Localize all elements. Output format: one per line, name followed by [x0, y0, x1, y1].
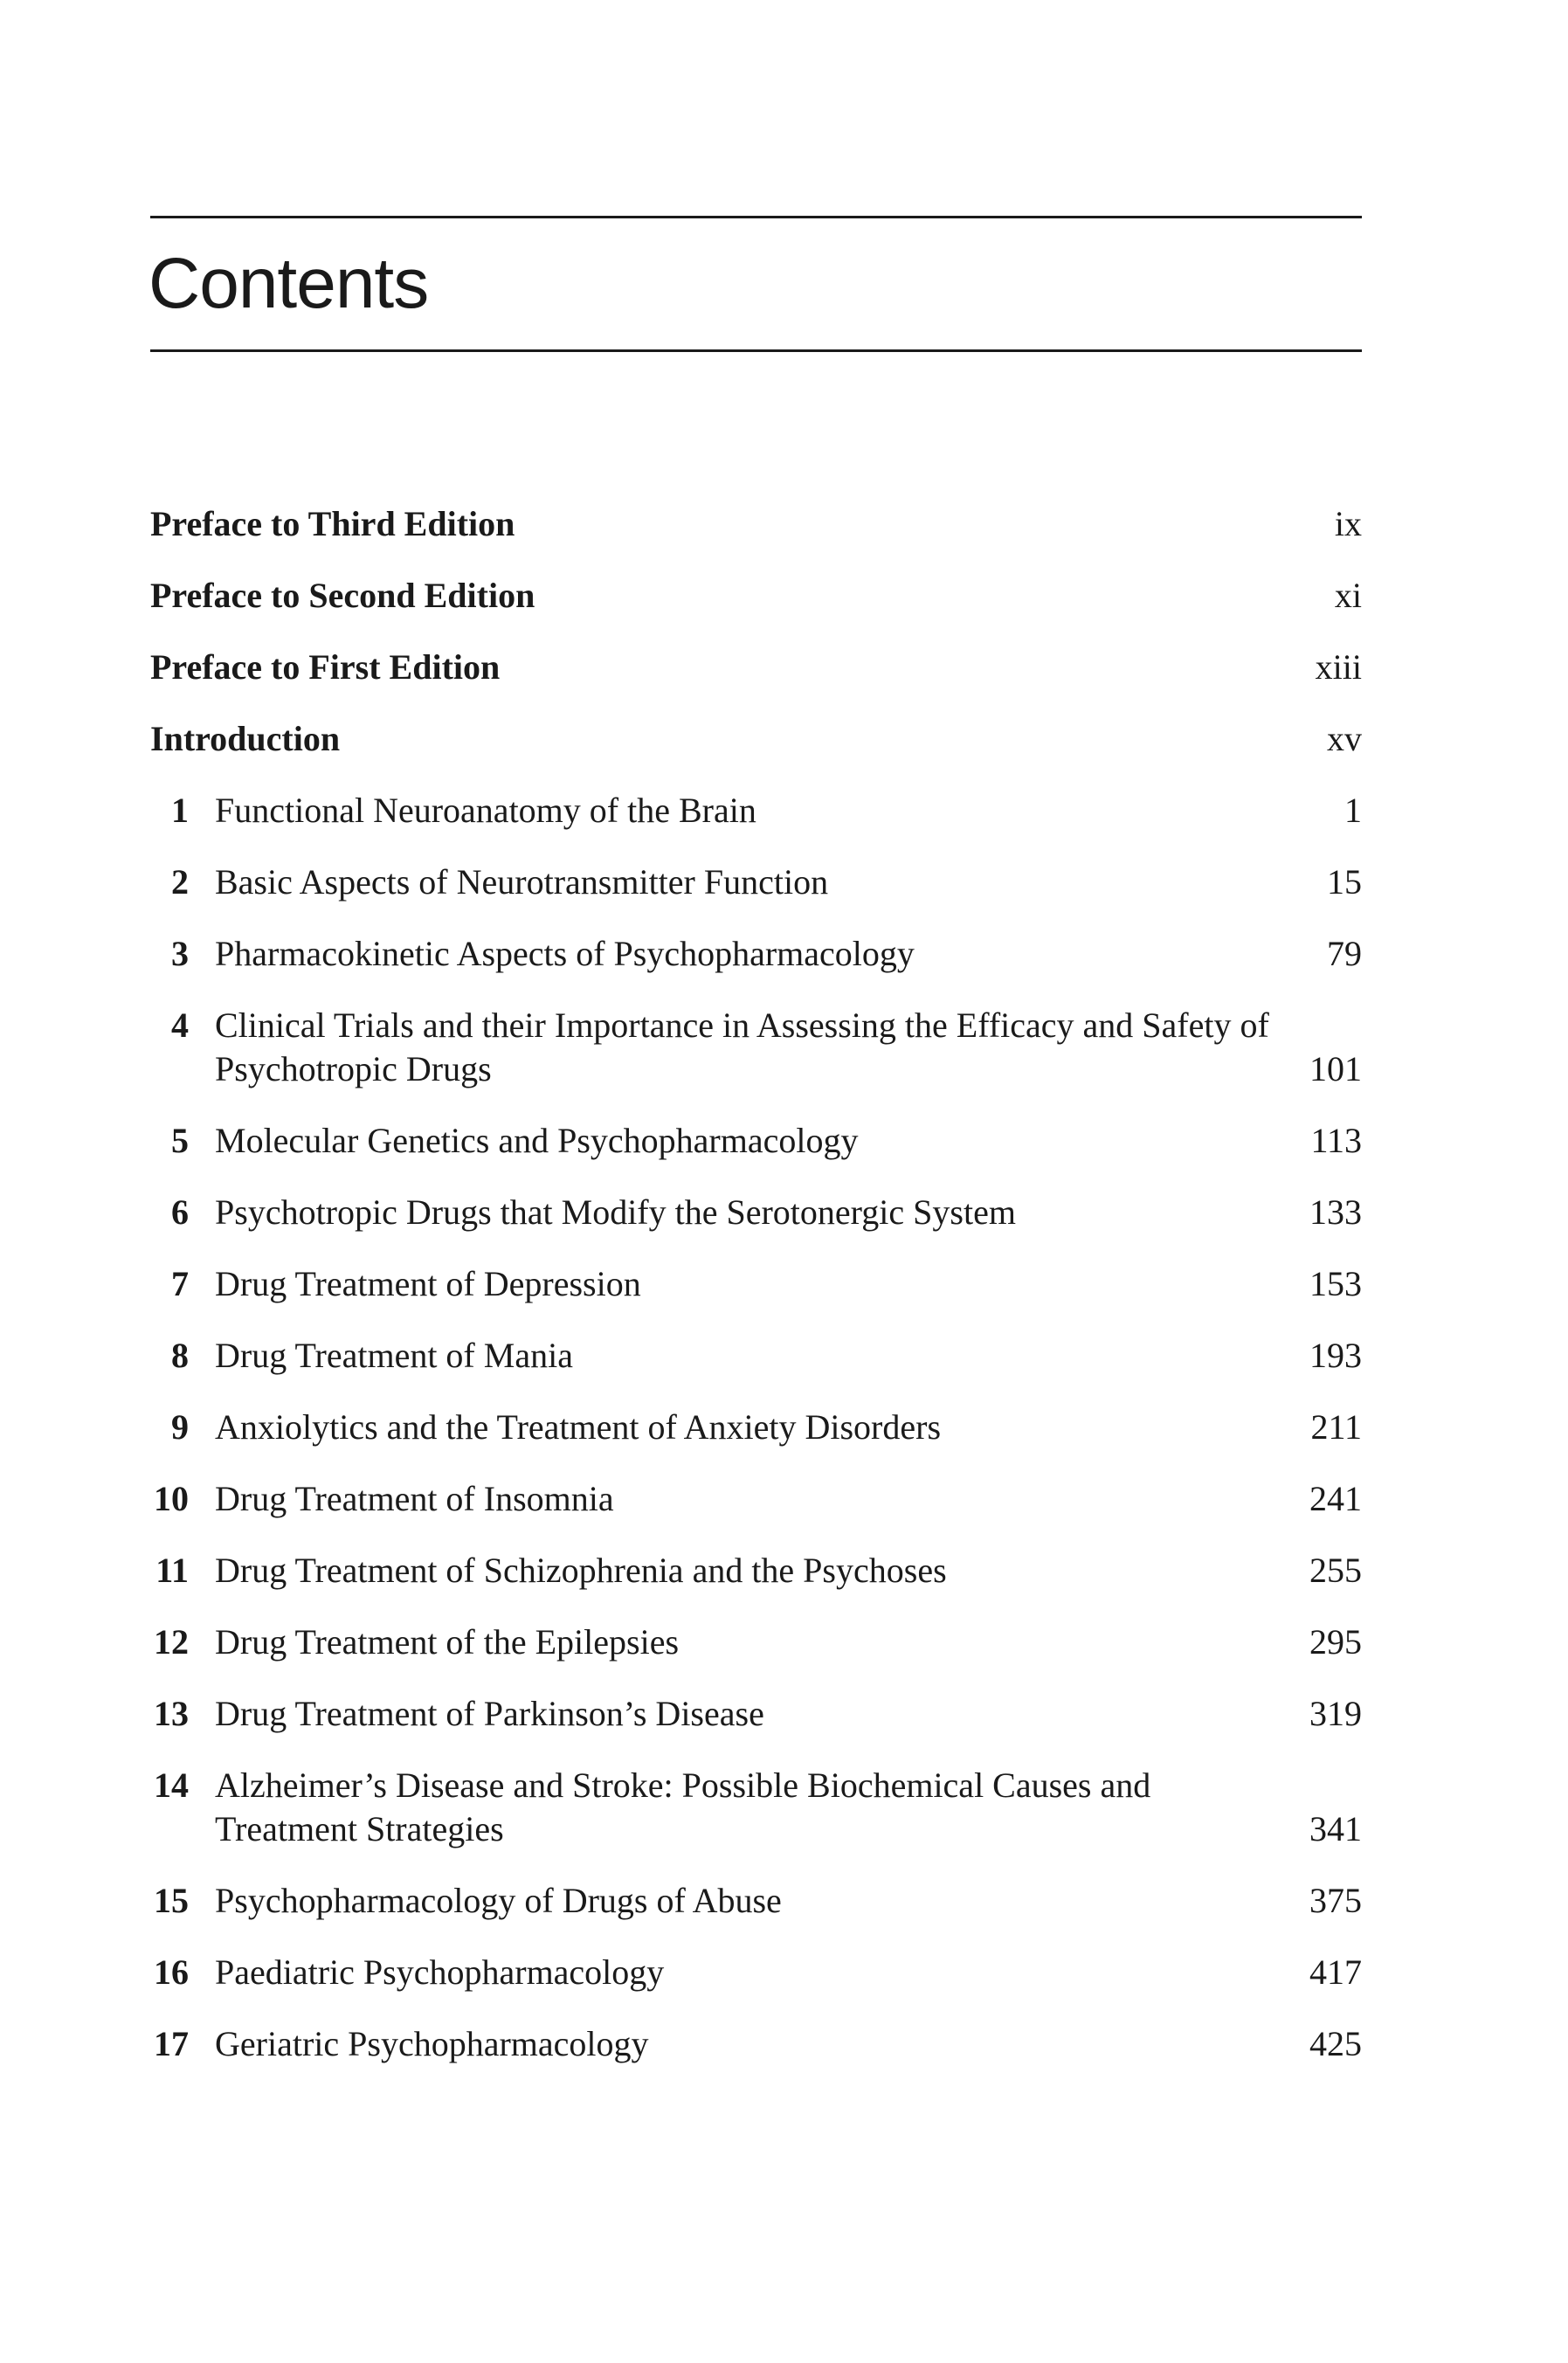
- table-of-contents: [150, 502, 1362, 2094]
- chapter-number: 7: [171, 1264, 189, 1303]
- toc-page-number: 375: [1309, 1881, 1362, 1920]
- toc-page-number: 255: [1309, 1551, 1362, 1590]
- toc-entry-chapter[interactable]: [150, 860, 1362, 904]
- toc-page-number: 1: [1344, 791, 1362, 830]
- top-rule: [150, 216, 1362, 218]
- bottom-rule: [150, 349, 1362, 352]
- toc-entry-title[interactable]: Alzheimer’s Disease and Stroke: Possible Biochemical Causes and Treatment Strategies: [215, 1765, 1151, 1848]
- toc-page-number: 15: [1327, 862, 1362, 902]
- toc-entry-title[interactable]: Psychotropic Drugs that Modify the Serotonergic System: [215, 1192, 1016, 1232]
- toc-entry-chapter[interactable]: [150, 2022, 1362, 2066]
- chapter-number: 2: [171, 862, 189, 902]
- toc-page-number: 193: [1309, 1336, 1362, 1375]
- toc-entry-title[interactable]: Introduction: [150, 719, 341, 758]
- toc-entry-title[interactable]: Psychopharmacology of Drugs of Abuse: [215, 1881, 782, 1920]
- chapter-number: 12: [154, 1622, 189, 1662]
- toc-page-number: ix: [1334, 504, 1362, 543]
- toc-entry-title[interactable]: Drug Treatment of Schizophrenia and the Psychoses: [215, 1551, 947, 1590]
- toc-page-number: 133: [1309, 1192, 1362, 1232]
- chapter-number: 10: [154, 1479, 189, 1518]
- toc-page-number: 153: [1309, 1264, 1362, 1303]
- toc-entry-chapter[interactable]: [150, 1477, 1362, 1521]
- toc-entry-chapter[interactable]: [150, 1334, 1362, 1378]
- toc-entry-chapter[interactable]: [150, 1764, 1362, 1851]
- toc-entry-title[interactable]: Drug Treatment of Parkinson’s Disease: [215, 1694, 764, 1733]
- toc-page-number: 341: [1309, 1809, 1362, 1848]
- chapter-number: 1: [171, 791, 189, 830]
- toc-page-number: 101: [1309, 1049, 1362, 1088]
- chapter-number: 4: [171, 1005, 189, 1045]
- toc-entry-chapter[interactable]: [150, 1620, 1362, 1664]
- chapter-number: 3: [171, 934, 189, 973]
- toc-page-number: 211: [1310, 1407, 1362, 1447]
- toc-page-number: 113: [1310, 1121, 1362, 1160]
- chapter-number: 9: [171, 1407, 189, 1447]
- toc-page-number: 241: [1309, 1479, 1362, 1518]
- toc-entry-chapter[interactable]: [150, 1004, 1362, 1091]
- toc-entry-title[interactable]: Preface to First Edition: [150, 647, 501, 687]
- toc-entry-title[interactable]: Pharmacokinetic Aspects of Psychopharmacology: [215, 934, 915, 973]
- toc-page-number: 79: [1327, 934, 1362, 973]
- toc-entry-chapter[interactable]: [150, 1191, 1362, 1234]
- toc-page-number: 425: [1309, 2024, 1362, 2063]
- toc-entry-title[interactable]: Preface to Second Edition: [150, 576, 535, 615]
- toc-entry-chapter[interactable]: [150, 932, 1362, 976]
- toc-entry-chapter[interactable]: [150, 1262, 1362, 1306]
- page-title: Contents: [149, 244, 429, 323]
- chapter-number: 8: [171, 1336, 189, 1375]
- toc-page-number: xv: [1327, 719, 1362, 758]
- chapter-number: 13: [154, 1694, 189, 1733]
- toc-page-number: 319: [1309, 1694, 1362, 1733]
- toc-entry-title[interactable]: Drug Treatment of Depression: [215, 1264, 641, 1303]
- toc-page-number: xi: [1334, 576, 1362, 615]
- toc-entry-introduction[interactable]: [150, 717, 1362, 761]
- toc-entry-chapter[interactable]: [150, 1406, 1362, 1449]
- toc-entry-chapter[interactable]: [150, 1951, 1362, 1994]
- chapter-number: 17: [154, 2024, 189, 2063]
- toc-entry-chapter[interactable]: [150, 789, 1362, 833]
- toc-entry-title[interactable]: Molecular Genetics and Psychopharmacology: [215, 1121, 859, 1160]
- toc-entry-title[interactable]: Drug Treatment of Mania: [215, 1336, 573, 1375]
- toc-entry-title[interactable]: Clinical Trials and their Importance in Assessing the Efficacy and Safety of Psychotropic Drugs: [215, 1005, 1269, 1088]
- toc-entry-chapter[interactable]: [150, 1119, 1362, 1163]
- toc-entry-title[interactable]: Paediatric Psychopharmacology: [215, 1952, 665, 1992]
- toc-entry-title[interactable]: Anxiolytics and the Treatment of Anxiety Disorders: [215, 1407, 942, 1447]
- toc-page-number: 295: [1309, 1622, 1362, 1662]
- toc-entry-title[interactable]: Preface to Third Edition: [150, 504, 515, 543]
- toc-entry-chapter[interactable]: [150, 1692, 1362, 1736]
- toc-entry-chapter[interactable]: [150, 1549, 1362, 1593]
- toc-entry-title[interactable]: Drug Treatment of the Epilepsies: [215, 1622, 680, 1662]
- chapter-number: 5: [171, 1121, 189, 1160]
- toc-entry-title[interactable]: Functional Neuroanatomy of the Brain: [215, 791, 756, 830]
- toc-entry-preface-second[interactable]: [150, 574, 1362, 618]
- toc-entry-title[interactable]: Drug Treatment of Insomnia: [215, 1479, 614, 1518]
- toc-entry-title[interactable]: Basic Aspects of Neurotransmitter Function: [215, 862, 829, 902]
- chapter-number: 11: [155, 1551, 189, 1590]
- toc-entry-title[interactable]: Geriatric Psychopharmacology: [215, 2024, 649, 2063]
- chapter-number: 6: [171, 1192, 189, 1232]
- chapter-number: 14: [154, 1765, 189, 1805]
- toc-entry-preface-third[interactable]: [150, 502, 1362, 546]
- toc-page-number: xiii: [1315, 647, 1362, 687]
- chapter-number: 16: [154, 1952, 189, 1992]
- toc-page-number: 417: [1309, 1952, 1362, 1992]
- toc-entry-preface-first[interactable]: [150, 646, 1362, 689]
- chapter-number: 15: [154, 1881, 189, 1920]
- toc-entry-chapter[interactable]: [150, 1879, 1362, 1923]
